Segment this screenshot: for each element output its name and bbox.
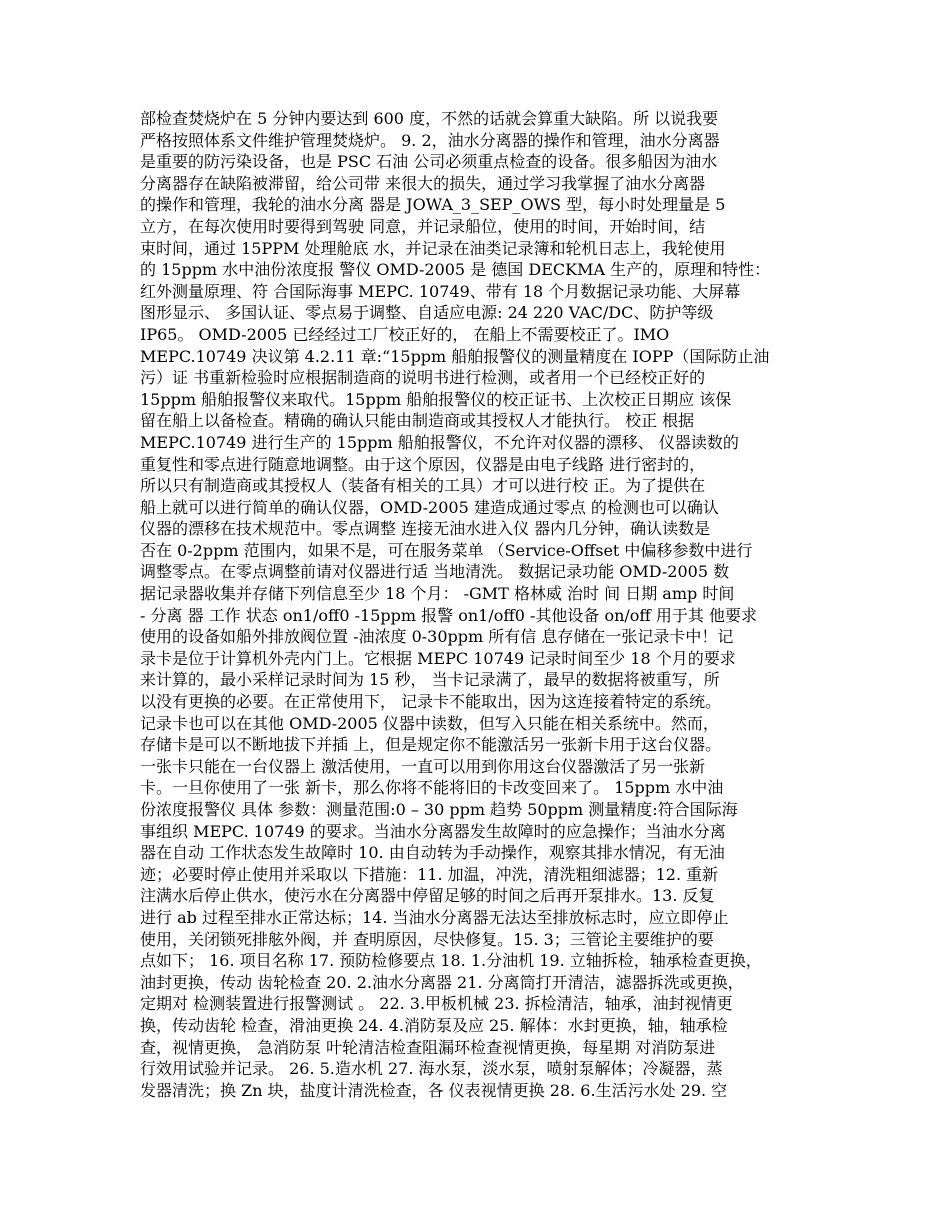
text-line: 点如下； 16. 项目名称 17. 预防检修要点 18. 1.分油机 19. 立轴拆检，轴承检查更换， (140, 951, 762, 971)
text-line: 红外测量原理、符 合国际海事 MEPC. 10749、带有 18 个月数据记录功能、大屏幕 (140, 281, 741, 301)
text-line: 查，视情更换， 急消防泵 叶轮清洁检查阻漏环检查视情更换，每星期 对消防泵进 (140, 1037, 716, 1057)
text-line: 事组织 MEPC. 10749 的要求。当油水分离器发生故障时的应急操作；当油水分离 (140, 821, 726, 841)
text-line: 是重要的防污染设备，也是 PSC 石油 公司必须重点检查的设备。很多船因为油水 (140, 152, 718, 172)
text-line: 器在自动 工作状态发生故障时 10. 由自动转为手动操作，观察其排水情况，有无油 (140, 843, 725, 863)
text-line: 卡。一旦你使用了一张 新卡，那么你将不能将旧的卡改变回来了。 15ppm 水中油 (140, 778, 724, 798)
text-line: 注满水后停止供水，使污水在分离器中停留足够的时间之后再开泵排水。13. 反复 (140, 886, 715, 906)
text-line: 据记录器收集并存储下列信息至少 18 个月： -GMT 格林威 治时 间 日期 amp 时间 (140, 584, 735, 604)
text-line: 记录卡也可以在其他 OMD-2005 仪器中读数，但写入只能在相关系统中。然而， (140, 713, 719, 733)
text-line: 重复性和零点进行随意地调整。由于这个原因，仪器是由电子线路 进行密封的， (140, 454, 706, 474)
text-line: 行效用试验并记录。 26. 5.造水机 27. 海水泵，淡水泵，喷射泵解体；冷凝器，蒸 (140, 1059, 723, 1079)
text-line: 以没有更换的必要。在正常使用下， 记录卡不能取出，因为这连接着特定的系统。 (140, 692, 722, 712)
text-line: IP65。 OMD-2005 已经经过工厂校正好的， 在船上不需要校正了。IMO (140, 324, 670, 344)
text-line: 存储卡是可以不断地拔下并插 上，但是规定你不能激活另一张新卡用于这台仪器。 (140, 735, 722, 755)
text-line: 的操作和管理，我轮的油水分离 器是 JOWA_3_SEP_OWS 型，每小时处理量是 5 (140, 195, 726, 215)
text-line: 留在船上以备检查。精确的确认只能由制造商或其授权人才能执行。 校正 根据 (140, 411, 695, 431)
text-line: 油封更换，传动 齿轮检查 20. 2.油水分离器 21. 分离筒打开清洁，滤器拆洗或更换， (140, 972, 744, 992)
text-line: 严格按照体系文件维护管理焚烧炉。 9. 2，油水分离器的操作和管理，油水分离器 (140, 130, 720, 150)
text-line: 一张卡只能在一台仪器上 激活使用，一直可以用到你用这台仪器激活了另一张新 (140, 756, 706, 776)
text-line: 的 15ppm 水中油份浓度报 警仪 OMD-2005 是 德国 DECKMA 生产的，原理和特性： (140, 260, 771, 280)
text-line: 束时间，通过 15PPM 处理舱底 水，并记录在油类记录簿和轮机日志上，我轮使用 (140, 238, 726, 258)
text-line: 图形显示、 多国认证、零点易于调整、自适应电源: 24 220 VAC/DC、防护等级 (140, 303, 714, 323)
body-text (140, 108, 810, 1101)
text-line: 使用的设备如船外排放阀位置 -油浓度 0-30ppm 所有信 息存储在一张记录卡中！记 (140, 627, 734, 647)
text-line: - 分离 器 工作 状态 on1/off0 -15ppm 报警 on1/off0 -其他设备 on/off 用于其 他要求 (140, 605, 757, 625)
text-line: 污）证 书重新检验时应根据制造商的说明书进行检测，或者用一个已经校正好的 (140, 368, 706, 388)
text-line: MEPC.10749 进行生产的 15ppm 船舶报警仪，不允许对仪器的漂移、 仪器读数的 (140, 432, 739, 452)
text-line: 立方，在每次使用时要得到驾驶 同意，并记录船位，使用的时间，开始时间，结 (140, 216, 706, 236)
text-line: 仪器的漂移在技术规范中。零点调整 连接无油水进入仪 器内几分钟，确认读数是 (140, 519, 711, 539)
text-line: 发器清洗；换 Zn 块，盐度计清洗检查，各 仪表视情更换 28. 6.生活污水处 29. 空 (140, 1080, 728, 1100)
text-line: 换，传动齿轮 检查，滑油更换 24. 4.消防泵及应 25. 解体：水封更换，轴，轴承检 (140, 1015, 728, 1035)
text-line: 来计算的，最小采样记录时间为 15 秒， 当卡记录满了，最早的数据将被重写，所 (140, 670, 720, 690)
text-line: 分离器存在缺陷被滞留，给公司带 来很大的损失，通过学习我掌握了油水分离器 (140, 173, 706, 193)
text-line: 部检查焚烧炉在 5 分钟内要达到 600 度，不然的话就会算重大缺陷。所 以说我要 (140, 109, 719, 128)
text-line: 迹；必要时停止使用并采取以 下措施：11. 加温，冲洗，清洗粗细滤器；12. 重新 (140, 864, 719, 884)
text-line: 定期对 检测装置进行报警测试 。 22. 3.甲板机械 23. 拆检清洁，轴承，油封视情更 (140, 994, 733, 1014)
text-line: 所以只有制造商或其授权人（装备有相关的工具）才可以进行校 正。为了提供在 (140, 476, 706, 496)
text-line: 份浓度报警仪 具体 参数：测量范围:0 – 30 ppm 趋势 50ppm 测量精度:符合国际海 (140, 800, 738, 819)
text-line: 进行 ab 过程至排水正常达标；14. 当油水分离器无法达至排放标志时，应立即停止 (140, 907, 729, 927)
text-line: 调整零点。在零点调整前请对仪器进行适 当地清洗。 数据记录功能 OMD-2005 数 (140, 562, 730, 582)
text-line: 船上就可以进行简单的确认仪器，OMD-2005 建造成通过零点 的检测也可以确认 (140, 497, 719, 517)
text-line: 使用，关闭锁死排舷外阀，并 查明原因，尽快修复。15. 3；三管论主要维护的要 (140, 929, 714, 949)
text-line: 15ppm 船舶报警仪来取代。15ppm 船舶报警仪的校正证书、上次校正日期应 该保 (140, 389, 732, 409)
text-line: 否在 0-2ppm 范围内，如果不是，可在服务菜单 （Service-Offset 中偏移参数中进行 (140, 540, 753, 560)
text-line: MEPC.10749 决议第 4.2.11 章:“15ppm 船舶报警仪的测量精度在 IOPP（国际防止油 (140, 346, 770, 366)
text-line: 录卡是位于计算机外壳内门上。它根据 MEPC 10749 记录时间至少 18 个月的要求 (140, 648, 736, 668)
